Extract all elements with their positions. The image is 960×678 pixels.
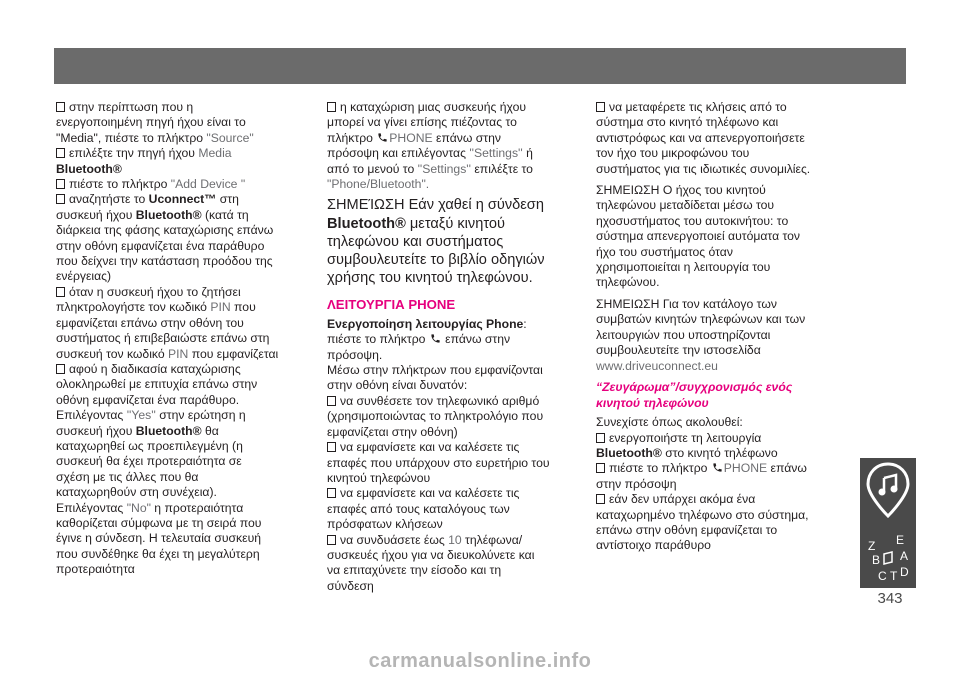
column-2 — [327, 100, 577, 594]
text-line: πρόσφατων κλήσεων — [327, 517, 443, 532]
phone-icon — [712, 462, 723, 473]
checkbox-icon — [56, 102, 65, 112]
text-line: η καταχώριση μιας συσκευής ήχου — [327, 100, 577, 115]
tab-letter: Z — [868, 539, 876, 553]
note-line: χρήσης του κινητού τηλεφώνου. — [327, 270, 533, 287]
checkbox-icon — [56, 194, 65, 204]
text-line: στην οθόνη είναι δυνατόν: — [327, 378, 468, 393]
page-number: 343 — [877, 590, 903, 607]
section-title: ΛΕΙΤΟΥΡΓΙΑ PHONE — [327, 297, 456, 313]
text-line: συμβατών κινητών τηλεφώνων και των — [596, 312, 806, 327]
checkbox-icon — [327, 535, 336, 545]
header-band — [54, 48, 906, 84]
text-line: ενέργειας) — [56, 269, 112, 284]
note-line: Bluetooth® μεταξύ κινητού — [327, 215, 505, 232]
text-line: πλήκτρο PHONE επάνω στην — [327, 130, 501, 145]
text-line: σχέση με τις άλλες που θα — [56, 469, 199, 484]
text-line: έγινε η σύνδεση. Η τελευταία συσκευή — [56, 531, 262, 546]
text-line: στην πρόσοψη — [596, 476, 677, 491]
checkbox-icon — [56, 364, 65, 374]
text-line: ενεργοποιήστε τη λειτουργία — [596, 431, 838, 446]
tab-letter: B — [872, 553, 881, 567]
column-1 — [56, 100, 304, 578]
text-line: κινητού τηλεφώνου — [327, 470, 431, 485]
text-line: να συνθέσετε τον τηλεφωνικό αριθμό — [327, 394, 577, 409]
text-line: επαφές από τους καταλόγους των — [327, 501, 510, 516]
checkbox-icon — [596, 463, 605, 473]
text-line: συμβουλευτείτε την ιστοσελίδα — [596, 343, 761, 358]
text-line: καταχωρηθούν στη συνέχεια). — [56, 485, 217, 500]
text-line: οθόνη εμφανίζεται ένα παράθυρο. — [56, 392, 240, 407]
text-line: εμφανίζεται επάνω στην οθόνη του — [56, 315, 244, 330]
text-line: Επιλέγοντας "No" η προτεραιότητα — [56, 500, 244, 515]
text-line: (χρησιμοποιώντας το πληκτρολόγιο που — [327, 409, 544, 424]
chapter-side-tab — [860, 458, 916, 588]
checkbox-icon — [327, 442, 336, 452]
tab-letter: A — [900, 549, 909, 563]
checkbox-icon — [596, 494, 605, 504]
checkbox-icon — [56, 179, 65, 189]
text-line: τον ήχο του μικροφώνου του — [596, 146, 750, 161]
tab-letter: C — [878, 569, 887, 583]
text-line: επαφές που υπάρχουν στο ευρετήριο του — [327, 455, 550, 470]
text-line: μπορεί να γίνει επίσης πιέζοντας το — [327, 115, 517, 130]
text-line: συσκευή ήχου Bluetooth® (κατά τη — [56, 207, 249, 222]
text-line: ήχο του συστήματος όταν — [596, 244, 733, 259]
text-line: επιλέξτε την πηγή ήχου Media — [56, 146, 304, 161]
checkbox-icon — [327, 488, 336, 498]
text-line: συσκευή τον κωδικό PIN που εμφανίζεται — [56, 346, 279, 361]
tab-letter: D — [900, 565, 909, 579]
subsection-title-line: “Ζευγάρωμα”/συγχρονισμός ενός — [596, 379, 793, 394]
checkbox-icon — [327, 396, 336, 406]
text-line: ηχοσυστήματος του αυτοκινήτου: το — [596, 213, 789, 228]
note-line: ΣΗΜΕΊΩΣΗ Εάν χαθεί η σύνδεση — [327, 197, 544, 214]
text-line: προτεραιότητα — [56, 562, 135, 577]
alphabet-index-icon — [864, 530, 912, 586]
text-line: αντιστρόφως και να απενεργοποιήσετε — [596, 130, 805, 145]
subsection-title-line: κινητού τηλεφώνου — [596, 395, 709, 410]
text-line: εμφανίζεται στην οθόνη) — [327, 424, 458, 439]
phone-icon — [377, 132, 388, 143]
text-line: επάνω στην οθόνη εμφανίζεται το — [596, 522, 778, 537]
checkbox-icon — [596, 102, 605, 112]
column-3 — [596, 100, 838, 554]
text-line: συσκευή ήχου Bluetooth® θα — [56, 423, 219, 438]
text-line: Επιλέγοντας ''Yes'' στην ερώτηση η — [56, 408, 246, 423]
text-line: χρησιμοποιείται η λειτουργία του — [596, 260, 771, 275]
text-line: να εμφανίσετε και να καλέσετε τις — [327, 486, 577, 501]
text-line: πληκτρολογήστε τον κωδικό PIN που — [56, 300, 256, 315]
website-link[interactable]: www.driveuconnect.eu — [596, 358, 718, 373]
text-line: αφού η διαδικασία καταχώρισης — [56, 362, 304, 377]
text-line: συστήματος για τις ιδιωτικές συνομιλίες. — [596, 161, 811, 176]
note-line: τηλεφώνου και συστήματος — [327, 233, 504, 250]
checkbox-icon — [596, 433, 605, 443]
text-line: τηλεφώνου μεταδίδεται μέσω του — [596, 198, 775, 213]
text-line: Bluetooth® στο κινητό τηλέφωνο — [596, 445, 778, 460]
text-line: πρόσοψη. — [327, 347, 383, 362]
watermark: carmanualsonline.info — [368, 650, 592, 672]
text-line: πιέστε το πλήκτρο PHONE επάνω — [596, 461, 838, 476]
checkbox-icon — [56, 287, 65, 297]
text-line: να εμφανίσετε και να καλέσετε τις — [327, 440, 577, 455]
text-line: Bluetooth® — [56, 161, 122, 176]
text-line: καταχωρηθεί ως προεπιλεγμένη (η — [56, 438, 243, 453]
text-line: καταχωρημένο τηλέφωνο στο σύστημα, — [596, 507, 809, 522]
text-line: διάρκεια της φάσης καταχώρισης επάνω — [56, 223, 274, 238]
text-line: ΣΗΜΕΙΩΣΗ Ο ήχος του κινητού — [596, 183, 766, 198]
text-line: Ενεργοποίηση λειτουργίας Phone: — [327, 316, 527, 331]
text-line: στην οθόνη εμφανίζεται ένα παράθυρο — [56, 238, 265, 253]
checkbox-icon — [327, 102, 336, 112]
multimedia-icon — [862, 458, 914, 530]
text-line: πιέστε το πλήκτρο "Add Device " — [56, 177, 304, 192]
text-line: να μεταφέρετε τις κλήσεις από το — [596, 100, 838, 115]
text-line: τηλεφώνου. — [596, 275, 660, 290]
text-line: συσκευές ήχου για να διευκολύνετε και — [327, 547, 535, 562]
text-line: λειτουργιών που υποστηρίζονται — [596, 327, 771, 342]
note-block — [327, 196, 577, 287]
text-line: από το μενού το ''Settings'' επιλέξτε το — [327, 161, 533, 176]
text-line: "Media", πιέστε το πλήκτρο "Source" — [56, 130, 254, 145]
text-line: αντίστοιχο παράθυρο — [596, 538, 711, 553]
text-line: ΣΗΜΕΙΩΣΗ Για τον κατάλογο των — [596, 296, 777, 311]
text-line: πιέστε το πλήκτρο επάνω στην — [327, 332, 511, 347]
note-line: συμβουλευτείτε το βιβλίο οδηγιών — [327, 252, 545, 269]
phone-icon — [430, 333, 441, 344]
text-line: όταν η συσκευή ήχου το ζητήσει — [56, 285, 304, 300]
text-line: σύστημα στο κινητό τηλέφωνο και — [596, 115, 779, 130]
tab-letter: T — [890, 569, 898, 583]
text-line: ενεργοποιημένη πηγή ήχου είναι το — [56, 115, 246, 130]
text-line: καθορίζεται σύμφωνα με τη σειρά που — [56, 515, 262, 530]
text-line: Μέσω στην πλήκτρων που εμφανίζονται — [327, 363, 543, 378]
text-line: αναζητήστε το Uconnect™ στη — [56, 192, 304, 207]
text-line: στην περίπτωση που η — [56, 100, 304, 115]
text-line: που συνδέθηκε θα έχει τη μεγαλύτερη — [56, 546, 260, 561]
text-line: "Phone/Bluetooth". — [327, 177, 430, 192]
text-line: εάν δεν υπάρχει ακόμα ένα — [596, 492, 838, 507]
text-line: συστήματος ή επιβεβαιώστε επάνω στη — [56, 331, 270, 346]
subsection-title — [596, 380, 838, 411]
text-line: που δείχνει την κατάσταση προόδου της — [56, 254, 273, 269]
tab-letter: E — [896, 533, 905, 547]
checkbox-icon — [56, 148, 65, 158]
text-line: ολοκληρωθεί με επιτυχία επάνω στην — [56, 377, 258, 392]
text-line: Συνεχίστε όπως ακολουθεί: — [596, 415, 743, 430]
text-line: να συνδυάσετε έως 10 τηλέφωνα/ — [327, 533, 577, 548]
text-line: πρόσοψη και επιλέγοντας ''Settings'' ή — [327, 146, 533, 161]
text-line: συσκευή θα έχει προτεραιότητα σε — [56, 454, 242, 469]
text-line: σύστημα απενεργοποιεί αυτόματα τον — [596, 229, 801, 244]
text-line: να επιταχύνετε την είσοδο και τη — [327, 563, 502, 578]
text-line: σύνδεση — [327, 578, 374, 593]
